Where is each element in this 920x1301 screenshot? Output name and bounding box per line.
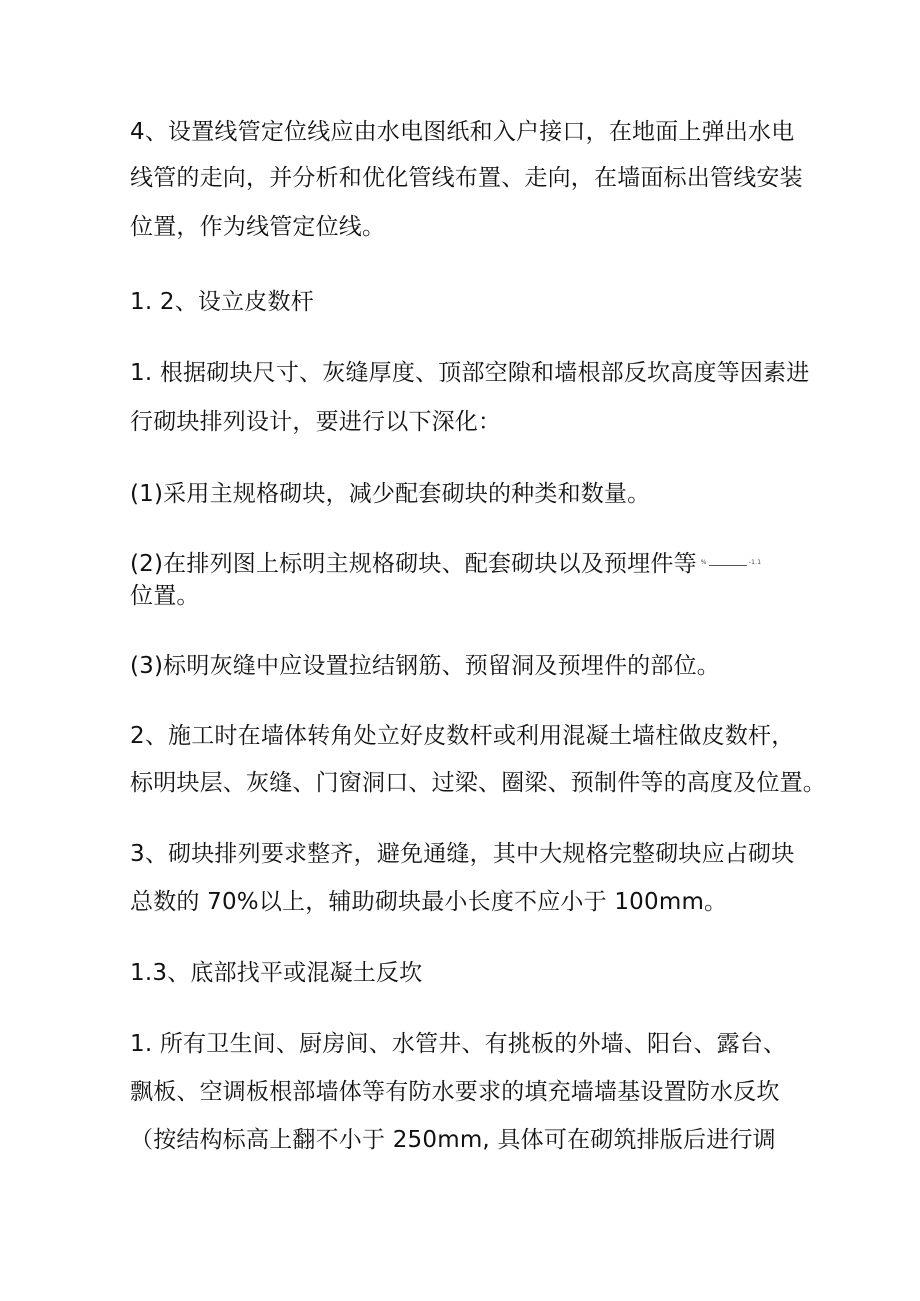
paragraph-4-line-3: 位置，作为线管定位线。 bbox=[130, 214, 386, 240]
leader-rule bbox=[709, 565, 747, 566]
paragraph-1-line-1: 1. 根据砌块尺寸、灰缝厚度、顶部空隙和墙根部反坎高度等因素进 bbox=[130, 360, 810, 386]
list-item-2-text: (2)在排列图上标明主规格砌块、配套砌块以及预埋件等 bbox=[130, 551, 697, 577]
heading-1-2: 1. 2、设立皮数杆 bbox=[130, 289, 314, 315]
list-item-1: (1)采用主规格砌块，减少配套砌块的种类和数量。 bbox=[130, 481, 651, 507]
paragraph-5-line-3: （按结构标高上翻不小于 250mm, 具体可在砌筑排版后进行调 bbox=[130, 1127, 776, 1153]
paragraph-2-line-1: 2、施工时在墙体转角处立好皮数杆或利用混凝土墙柱做皮数杆， bbox=[130, 723, 795, 749]
heading-1-3: 1.3、底部找平或混凝土反坎 bbox=[130, 960, 423, 986]
leader-mark-left: % bbox=[700, 558, 707, 566]
leader-mark bbox=[700, 558, 762, 570]
paragraph-4-line-2: 线管的走向，并分析和优化管线布置、走向，在墙面标出管线安装 bbox=[130, 165, 803, 191]
list-item-3: (3)标明灰缝中应设置拉结钢筋、预留洞及预埋件的部位。 bbox=[130, 653, 720, 679]
paragraph-3-line-1: 3、砌块排列要求整齐，避免通缝，其中大规格完整砌块应占砌块 bbox=[130, 841, 795, 867]
paragraph-1-line-2: 行砌块排列设计，要进行以下深化： bbox=[130, 409, 502, 435]
leader-mark-right: -1.1 bbox=[748, 558, 762, 566]
list-item-2-line-2: 位置。 bbox=[130, 583, 200, 609]
paragraph-3-line-2: 总数的 70%以上，辅助砌块最小长度不应小于 100mm。 bbox=[130, 889, 728, 915]
paragraph-2-line-2: 标明块层、灰缝、门窗洞口、过梁、圈梁、预制件等的高度及位置。 bbox=[130, 770, 826, 796]
paragraph-5-line-1: 1. 所有卫生间、厨房间、水管井、有挑板的外墙、阳台、露台、 bbox=[130, 1031, 787, 1057]
list-item-2-line-1 bbox=[130, 549, 762, 579]
paragraph-5-line-2: 飘板、空调板根部墙体等有防水要求的填充墙墙基设置防水反坎 bbox=[130, 1079, 780, 1105]
paragraph-4-line-1: 4、设置线管定位线应由水电图纸和入户接口，在地面上弹出水电 bbox=[130, 119, 795, 145]
